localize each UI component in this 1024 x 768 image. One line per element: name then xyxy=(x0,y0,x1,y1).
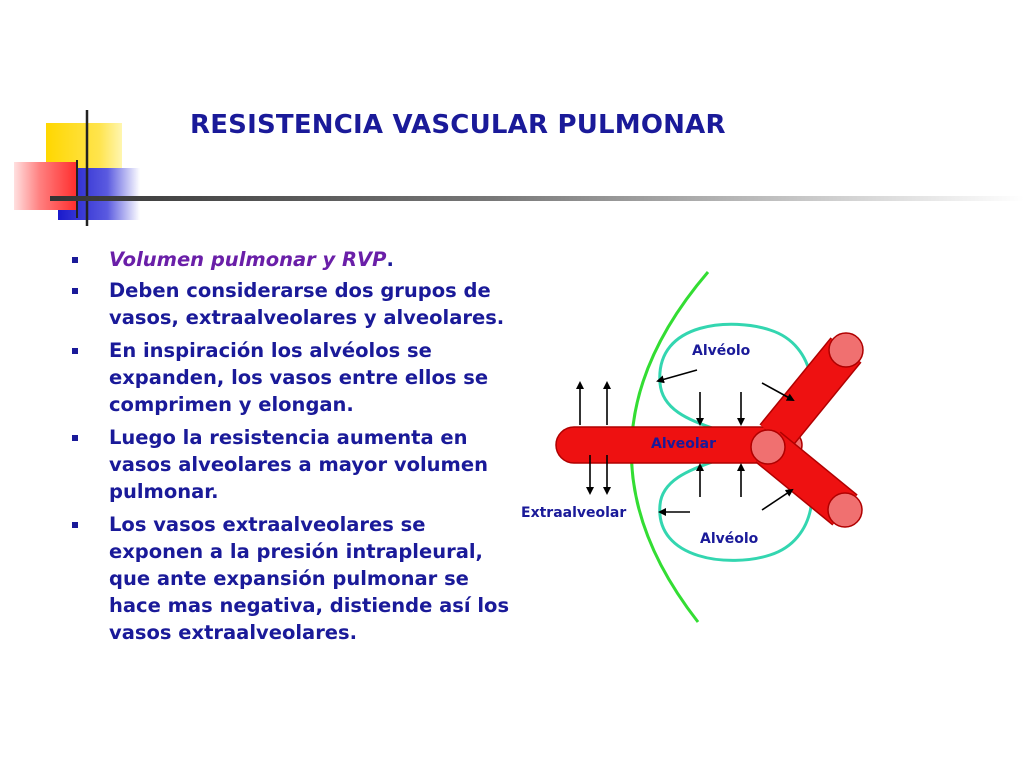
branch-joint xyxy=(751,430,785,464)
bullet-text: Volumen pulmonar y RVP xyxy=(109,248,387,271)
arrow-diagonal-icon xyxy=(762,490,792,510)
bullet-item xyxy=(72,424,512,505)
bullet-square-icon xyxy=(72,435,78,441)
title-underline xyxy=(50,196,1024,201)
bullet-square-icon xyxy=(72,522,78,528)
vessel-branch-upper xyxy=(775,333,863,437)
bullet-period: . xyxy=(386,248,394,271)
vessel-end-lower xyxy=(828,493,862,527)
bullet-square-icon xyxy=(72,288,78,294)
bullet-square-icon xyxy=(72,257,78,263)
label-extraalveolar: Extraalveolar xyxy=(521,505,627,521)
arrow-diagonal-icon xyxy=(658,370,697,381)
bullet-text: Luego la resistencia aumenta en vasos alveolares a mayor volumen pulmonar. xyxy=(109,426,488,503)
bullet-item xyxy=(72,511,512,646)
bullet-text: En inspiración los alvéolos se expanden, los vasos entre ellos se comprimen y elongan. xyxy=(109,339,489,416)
bullet-text: Los vasos extraalveolares se exponen a la presión intrapleural, que ante expansión pulmonar se hace mas negativa, distiende así los vasos extraalveolares. xyxy=(109,513,510,644)
vessel-branch-lower xyxy=(751,430,862,527)
bullet-item xyxy=(72,337,512,418)
alveolar-vessel-diagram xyxy=(510,260,890,640)
vessel-end-upper xyxy=(829,333,863,367)
bullet-item-volumen xyxy=(72,246,512,273)
bullet-list xyxy=(72,246,512,652)
label-alveolo-top: Alvéolo xyxy=(692,343,751,359)
deco-red-square xyxy=(14,162,78,210)
bullet-square-icon xyxy=(72,348,78,354)
label-alveolar: Alveolar xyxy=(651,436,717,452)
page-title: RESISTENCIA VASCULAR PULMONAR xyxy=(190,110,726,140)
bullet-item xyxy=(72,277,512,331)
label-alveolo-bottom: Alvéolo xyxy=(700,531,759,547)
bullet-text: Deben considerarse dos grupos de vasos, extraalveolares y alveolares. xyxy=(109,279,505,329)
